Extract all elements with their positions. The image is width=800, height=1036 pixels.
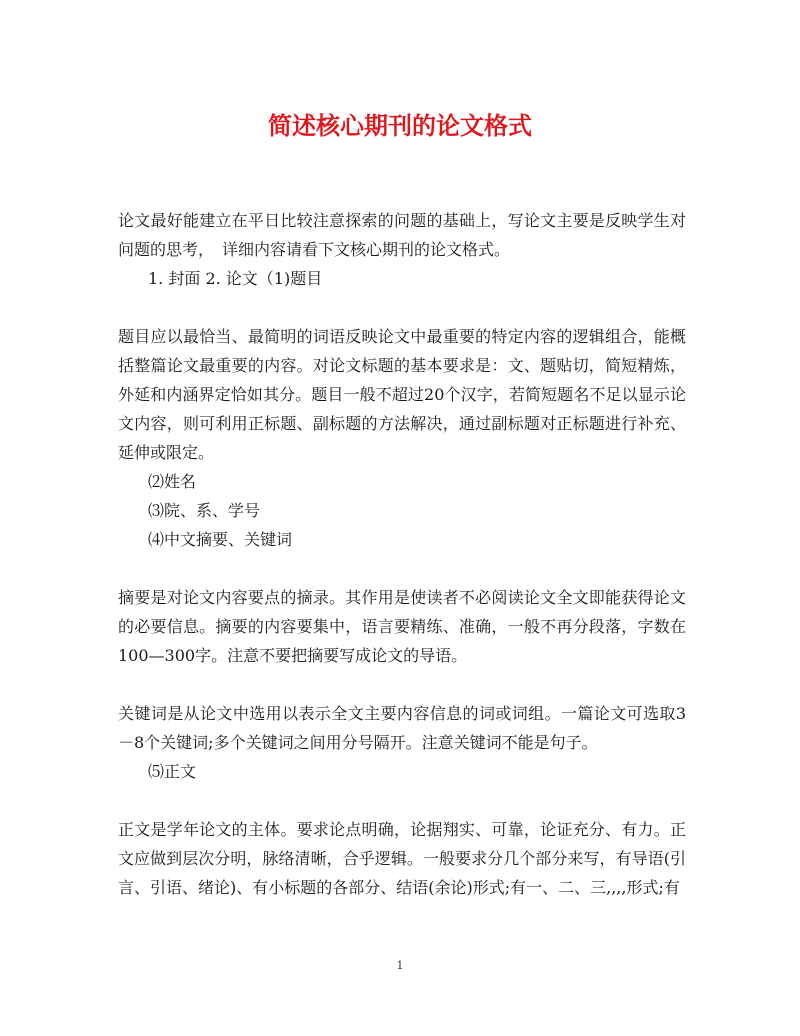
section-list-line: 1. 封面 2. 论文（1)题目 (148, 269, 323, 288)
item-name-heading: ⑵姓名 (148, 472, 197, 491)
title-requirements-paragraph: 题目应以最恰当、最简明的词语反映论文中最重要的特定内容的逻辑组合，能概括整篇论文最重要的内容。对论文标题的基本要求是：文、题贴切，简短精炼，外延和内涵界定恰如其分。题目一般不超过20个汉字，若简短题名不足以显示论文内容，则可利用正标题、副标题的方法解决，通过副标题对正标题进行补充、延伸或限定。 (118, 327, 686, 462)
page-number: 1 (396, 959, 404, 972)
item-department-heading: ⑶院、系、学号 (148, 501, 261, 520)
item-abstract-heading: ⑷中文摘要、关键词 (148, 530, 293, 549)
item-body-heading: ⑸正文 (148, 762, 197, 781)
intro-paragraph: 论文最好能建立在平日比较注意探索的问题的基础上，写论文主要是反映学生对问题的思考， 详细内容请看下文核心期刊的论文格式。 (118, 211, 686, 259)
abstract-paragraph: 摘要是对论文内容要点的摘录。其作用是使读者不必阅读论文全文即能获得论文的必要信息。摘要的内容要集中，语言要精练、准确，一般不再分段落，字数在100—300字。注意不要把摘要写成论文的导语。 (118, 588, 686, 665)
document-title: 简述核心期刊的论文格式 (268, 111, 532, 140)
body-paragraph: 正文是学年论文的主体。要求论点明确，论据翔实、可靠，论证充分、有力。正文应做到层次分明，脉络清晰，合乎逻辑。一般要求分几个部分来写，有导语(引言、引语、绪论)、有小标题的各部分、结语(余论)形式;有一、二、三,,,,形式;有 (118, 820, 686, 897)
keywords-paragraph: 关键词是从论文中选用以表示全文主要内容信息的词或词组。一篇论文可选取3 －8个关键词;多个关键词之间用分号隔开。注意关键词不能是句子。 (118, 704, 686, 752)
document-body (118, 206, 686, 902)
